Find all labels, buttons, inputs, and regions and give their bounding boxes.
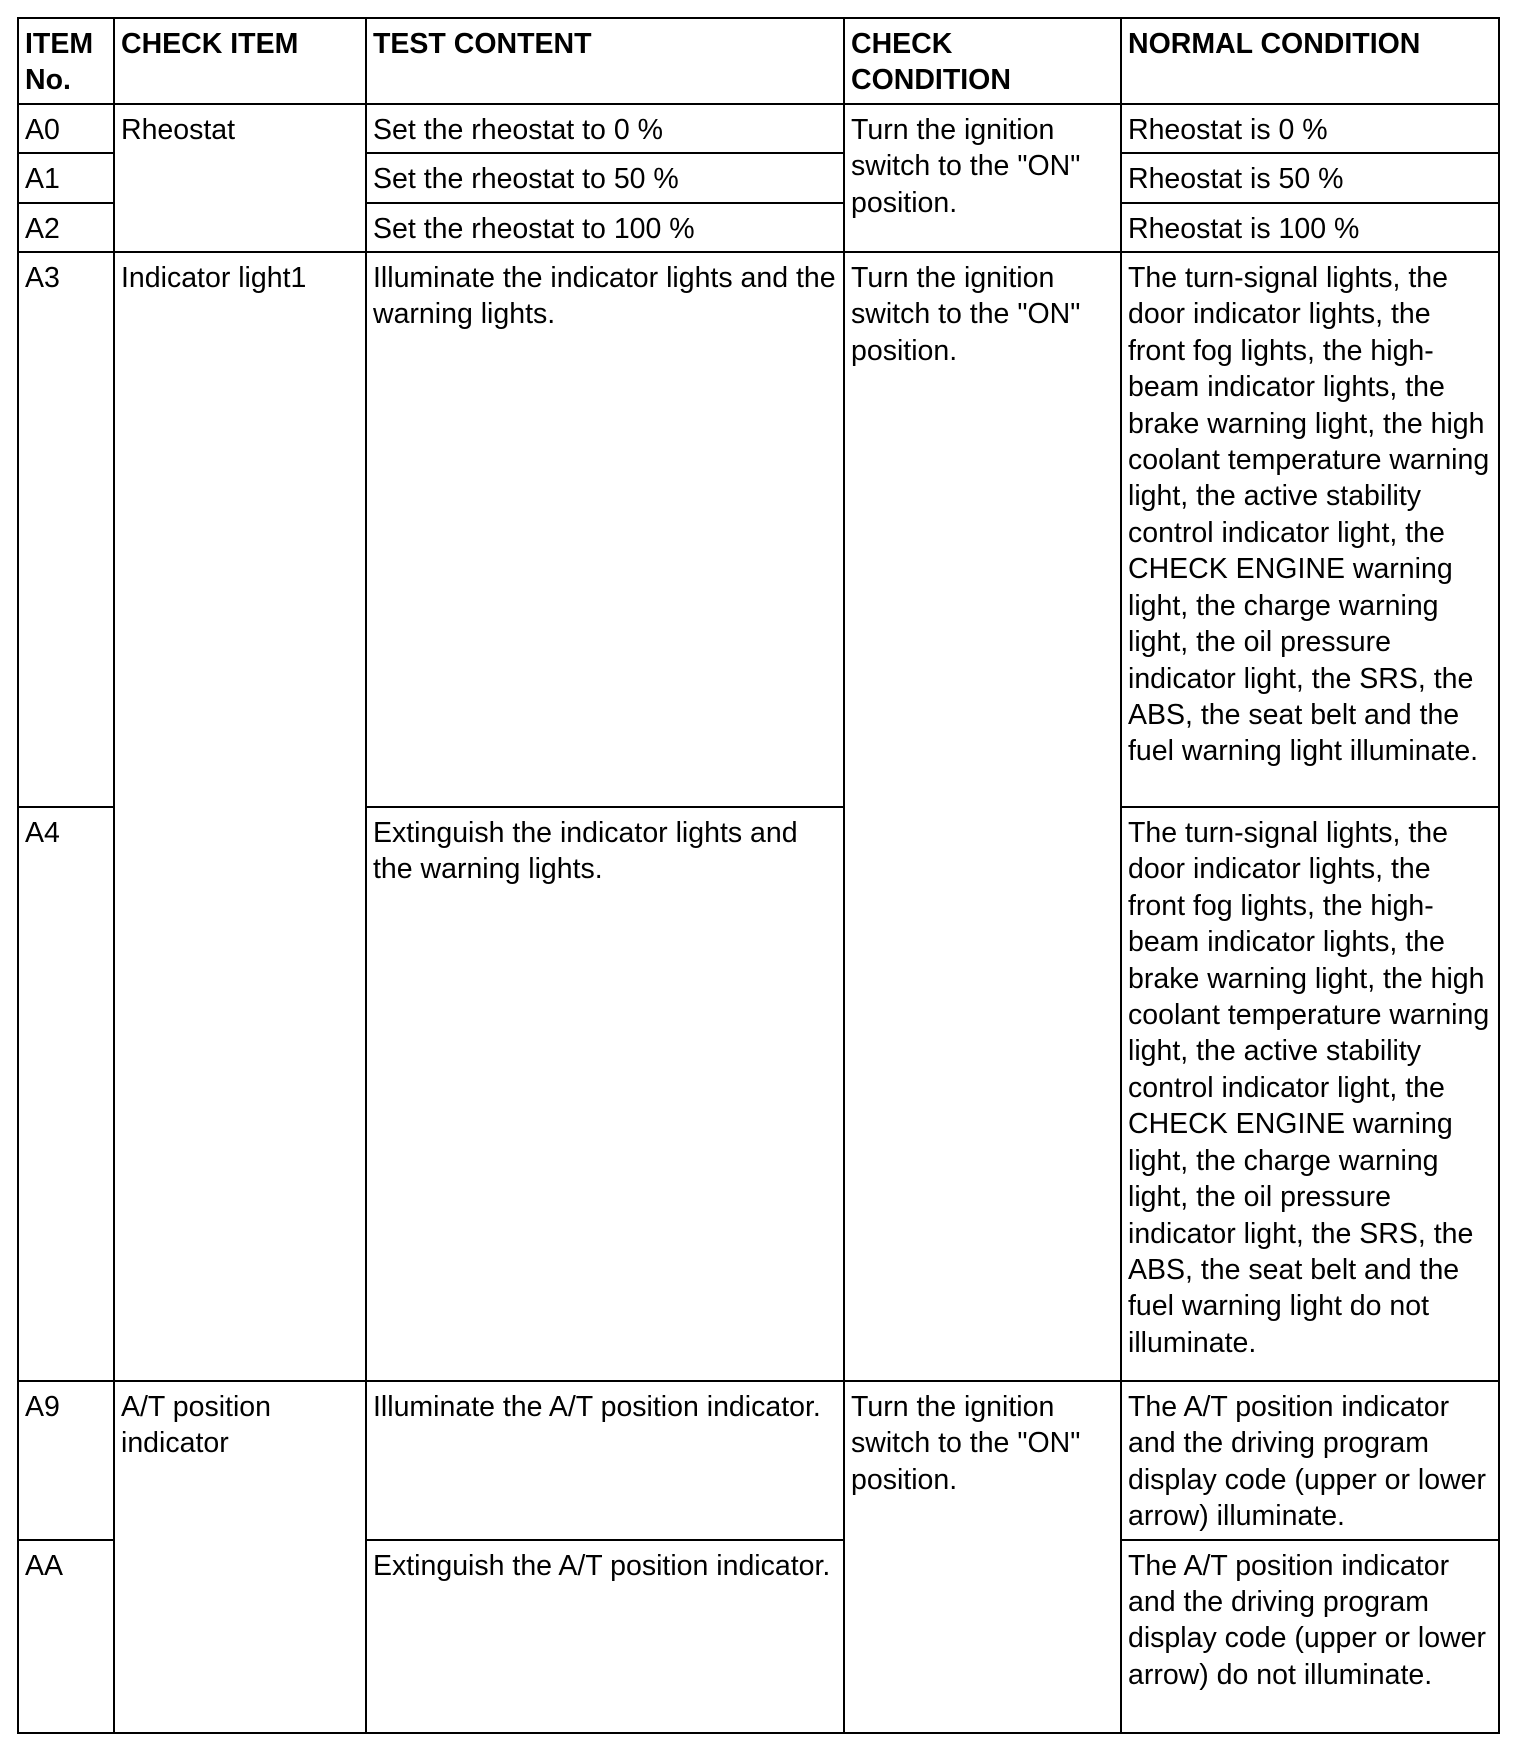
test-content-cell: Extinguish the A/T position indicator. <box>366 1540 844 1733</box>
check-item-cell: Rheostat <box>114 104 366 252</box>
header-row <box>18 18 1499 104</box>
check-condition-cell: Turn the ignition switch to the "ON" position. <box>844 252 1121 1381</box>
header-check-item: CHECK ITEM <box>114 18 366 104</box>
normal-condition-cell: The A/T position indicator and the driving program display code (upper or lower arrow) do not illuminate. <box>1121 1540 1499 1733</box>
test-content-cell: Set the rheostat to 50 % <box>366 153 844 202</box>
item-no-cell: AA <box>18 1540 114 1733</box>
item-no-cell: A9 <box>18 1381 114 1540</box>
normal-condition-cell: Rheostat is 100 % <box>1121 203 1499 252</box>
item-no-cell: A1 <box>18 153 114 202</box>
check-item-cell: Indicator light1 <box>114 252 366 1381</box>
table-row <box>18 1381 1499 1540</box>
header-test-content: TEST CONTENT <box>366 18 844 104</box>
check-item-table <box>17 17 1500 1734</box>
header-check-condition: CHECK CONDITION <box>844 18 1121 104</box>
item-no-cell: A4 <box>18 807 114 1381</box>
item-no-cell: A2 <box>18 203 114 252</box>
header-normal-condition: NORMAL CONDITION <box>1121 18 1499 104</box>
item-no-cell: A3 <box>18 252 114 807</box>
header-item-no: ITEM No. <box>18 18 114 104</box>
table-row <box>18 104 1499 153</box>
check-condition-cell: Turn the ignition switch to the "ON" position. <box>844 104 1121 252</box>
normal-condition-cell: Rheostat is 50 % <box>1121 153 1499 202</box>
check-condition-cell: Turn the ignition switch to the "ON" position. <box>844 1381 1121 1733</box>
normal-condition-cell: The turn-signal lights, the door indicator lights, the front fog lights, the high-beam indicator lights, the brake warning light, the high coolant temperature warning light, the active stability control indicator light, the CHECK ENGINE warning light, the charge warning light, the oil pressure indicator light, the SRS, the ABS, the seat belt and the fuel warning light do not illuminate. <box>1121 807 1499 1381</box>
test-content-cell: Set the rheostat to 0 % <box>366 104 844 153</box>
test-content-cell: Set the rheostat to 100 % <box>366 203 844 252</box>
item-no-cell: A0 <box>18 104 114 153</box>
normal-condition-cell: The A/T position indicator and the driving program display code (upper or lower arrow) illuminate. <box>1121 1381 1499 1540</box>
test-content-cell: Illuminate the A/T position indicator. <box>366 1381 844 1540</box>
table-row <box>18 252 1499 807</box>
normal-condition-cell: The turn-signal lights, the door indicator lights, the front fog lights, the high-beam indicator lights, the brake warning light, the high coolant temperature warning light, the active stability control indicator light, the CHECK ENGINE warning light, the charge warning light, the oil pressure indicator light, the SRS, the ABS, the seat belt and the fuel warning light illuminate. <box>1121 252 1499 807</box>
test-content-cell: Extinguish the indicator lights and the warning lights. <box>366 807 844 1381</box>
normal-condition-cell: Rheostat is 0 % <box>1121 104 1499 153</box>
test-content-cell: Illuminate the indicator lights and the warning lights. <box>366 252 844 807</box>
check-item-cell: A/T position indicator <box>114 1381 366 1733</box>
